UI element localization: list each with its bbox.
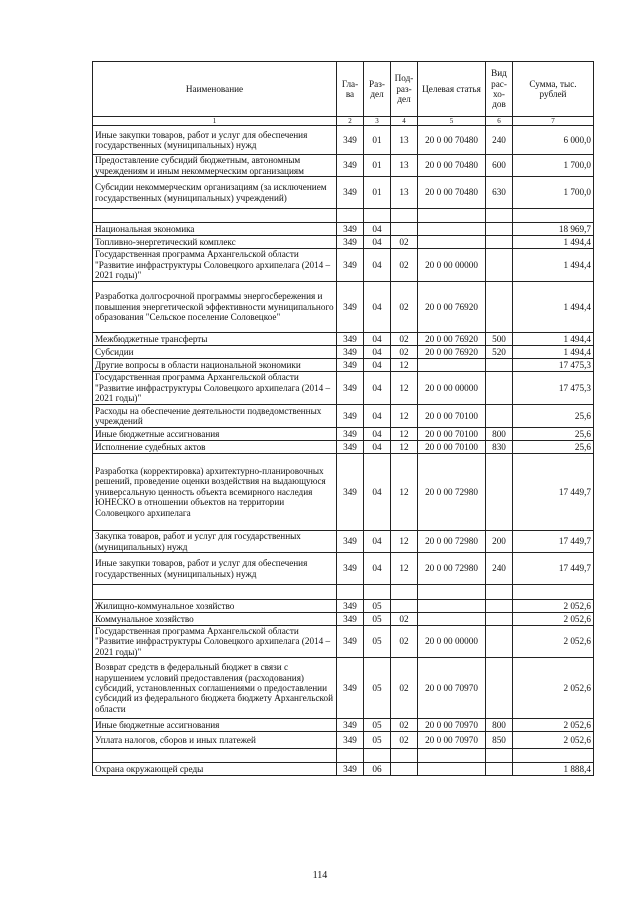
cell-vid: 630 xyxy=(486,177,513,209)
table-row xyxy=(93,553,594,585)
cell-vid xyxy=(486,223,513,236)
table-row xyxy=(93,155,594,177)
cell-summa: 17 449,7 xyxy=(513,454,594,531)
table-row xyxy=(93,126,594,155)
header-name: Наименование xyxy=(93,62,337,117)
cell-name: Жилищно-коммунальное хозяйство xyxy=(93,600,337,613)
cell-tselevaya xyxy=(418,209,486,223)
cell-podrazdel xyxy=(391,600,418,613)
cell-summa: 2 052,6 xyxy=(513,613,594,626)
column-number-row xyxy=(93,117,594,126)
cell-razdel: 01 xyxy=(364,177,391,209)
cell-podrazdel: 02 xyxy=(391,719,418,732)
cell-vid xyxy=(486,658,513,719)
cell-name: Предоставление субсидий бюджетным, автономным учреждениям и иным некоммерческим организациям xyxy=(93,155,337,177)
cell-podrazdel: 02 xyxy=(391,346,418,359)
cell-glava: 349 xyxy=(337,359,364,372)
cell-podrazdel: 12 xyxy=(391,441,418,454)
cell-razdel: 04 xyxy=(364,405,391,428)
cell-razdel: 04 xyxy=(364,346,391,359)
cell-podrazdel: 12 xyxy=(391,405,418,428)
cell-razdel: 05 xyxy=(364,732,391,749)
cell-vid xyxy=(486,626,513,658)
cell-razdel: 01 xyxy=(364,155,391,177)
cell-summa: 2 052,6 xyxy=(513,719,594,732)
cell-vid xyxy=(486,209,513,223)
cell-name: Уплата налогов, сборов и иных платежей xyxy=(93,732,337,749)
cell-glava: 349 xyxy=(337,531,364,553)
cell-summa: 6 000,0 xyxy=(513,126,594,155)
cell-podrazdel: 12 xyxy=(391,553,418,585)
column-number: 5 xyxy=(418,117,486,126)
spacer-row xyxy=(93,585,594,600)
cell-summa: 1 700,0 xyxy=(513,177,594,209)
cell-summa: 25,6 xyxy=(513,405,594,428)
header-summa: Сумма, тыс. рублей xyxy=(513,62,594,117)
cell-tselevaya: 20 0 00 70100 xyxy=(418,441,486,454)
cell-vid xyxy=(486,585,513,600)
cell-razdel: 04 xyxy=(364,359,391,372)
cell-podrazdel: 02 xyxy=(391,282,418,333)
cell-summa: 18 969,7 xyxy=(513,223,594,236)
cell-summa: 1 494,4 xyxy=(513,333,594,346)
cell-podrazdel xyxy=(391,763,418,776)
cell-podrazdel: 02 xyxy=(391,249,418,282)
table-row xyxy=(93,223,594,236)
header-row xyxy=(93,62,594,117)
cell-tselevaya: 20 0 00 76920 xyxy=(418,333,486,346)
header-razdel: Раз-дел xyxy=(364,62,391,117)
cell-tselevaya: 20 0 00 70100 xyxy=(418,405,486,428)
column-number: 6 xyxy=(486,117,513,126)
cell-tselevaya: 20 0 00 72980 xyxy=(418,553,486,585)
cell-tselevaya xyxy=(418,749,486,763)
cell-summa: 25,6 xyxy=(513,428,594,441)
cell-tselevaya xyxy=(418,223,486,236)
cell-podrazdel xyxy=(391,223,418,236)
cell-podrazdel: 12 xyxy=(391,454,418,531)
table-row xyxy=(93,658,594,719)
budget-table xyxy=(92,61,594,776)
cell-podrazdel: 13 xyxy=(391,155,418,177)
cell-summa: 1 494,4 xyxy=(513,282,594,333)
cell-glava: 349 xyxy=(337,236,364,249)
cell-glava: 349 xyxy=(337,626,364,658)
cell-glava xyxy=(337,749,364,763)
cell-razdel xyxy=(364,749,391,763)
table-row xyxy=(93,719,594,732)
cell-glava: 349 xyxy=(337,658,364,719)
table-row xyxy=(93,732,594,749)
table-row xyxy=(93,613,594,626)
cell-podrazdel: 02 xyxy=(391,626,418,658)
cell-vid: 500 xyxy=(486,333,513,346)
cell-glava xyxy=(337,209,364,223)
cell-name: Коммунальное хозяйство xyxy=(93,613,337,626)
cell-summa xyxy=(513,209,594,223)
cell-name: Межбюджетные трансферты xyxy=(93,333,337,346)
cell-podrazdel: 02 xyxy=(391,613,418,626)
cell-vid: 800 xyxy=(486,428,513,441)
cell-glava: 349 xyxy=(337,553,364,585)
cell-vid xyxy=(486,249,513,282)
cell-glava: 349 xyxy=(337,372,364,405)
column-number: 4 xyxy=(391,117,418,126)
cell-name xyxy=(93,209,337,223)
cell-razdel xyxy=(364,585,391,600)
cell-podrazdel: 02 xyxy=(391,658,418,719)
table-row xyxy=(93,359,594,372)
cell-name: Разработка (корректировка) архитектурно-планировочных решений, проведение оценки воздействия на выдающуюся универсальную ценность объекта всемирного наследия ЮНЕСКО в отношении объектов на территории Соловецкого архипелага xyxy=(93,454,337,531)
cell-summa: 17 449,7 xyxy=(513,531,594,553)
cell-glava: 349 xyxy=(337,249,364,282)
cell-tselevaya: 20 0 00 76920 xyxy=(418,282,486,333)
cell-glava: 349 xyxy=(337,732,364,749)
column-number: 7 xyxy=(513,117,594,126)
cell-tselevaya xyxy=(418,585,486,600)
cell-name: Иные закупки товаров, работ и услуг для обеспечения государственных (муниципальных) нужд xyxy=(93,553,337,585)
cell-name: Возврат средств в федеральный бюджет в связи с нарушением условий предоставления (расходования) субсидий, установленных соглашениями о предоставлении субсидий из федерального бюджета бюджету Архангельской области xyxy=(93,658,337,719)
cell-razdel: 04 xyxy=(364,553,391,585)
cell-razdel: 04 xyxy=(364,428,391,441)
cell-vid xyxy=(486,600,513,613)
cell-podrazdel xyxy=(391,585,418,600)
cell-summa: 1 494,4 xyxy=(513,346,594,359)
cell-summa: 1 494,4 xyxy=(513,249,594,282)
cell-podrazdel: 02 xyxy=(391,333,418,346)
cell-glava: 349 xyxy=(337,405,364,428)
cell-podrazdel: 13 xyxy=(391,177,418,209)
table-row xyxy=(93,282,594,333)
cell-glava: 349 xyxy=(337,223,364,236)
table-row xyxy=(93,763,594,776)
cell-razdel: 05 xyxy=(364,719,391,732)
cell-name xyxy=(93,585,337,600)
cell-name: Разработка долгосрочной программы энергосбережения и повышения энергетической эффективности муниципального образования "Сельское поселение Соловецкое" xyxy=(93,282,337,333)
cell-glava: 349 xyxy=(337,613,364,626)
cell-podrazdel: 02 xyxy=(391,236,418,249)
cell-vid xyxy=(486,359,513,372)
cell-razdel: 04 xyxy=(364,333,391,346)
page-number: 114 xyxy=(312,870,328,881)
cell-tselevaya: 20 0 00 70480 xyxy=(418,126,486,155)
cell-razdel: 04 xyxy=(364,441,391,454)
cell-vid xyxy=(486,282,513,333)
column-number: 1 xyxy=(93,117,337,126)
cell-podrazdel: 13 xyxy=(391,126,418,155)
table-row xyxy=(93,333,594,346)
cell-podrazdel: 12 xyxy=(391,531,418,553)
cell-vid xyxy=(486,749,513,763)
table-row xyxy=(93,405,594,428)
cell-razdel: 06 xyxy=(364,763,391,776)
cell-glava: 349 xyxy=(337,282,364,333)
cell-summa: 1 494,4 xyxy=(513,236,594,249)
cell-summa: 2 052,6 xyxy=(513,732,594,749)
cell-name: Закупка товаров, работ и услуг для государственных (муниципальных) нужд xyxy=(93,531,337,553)
cell-name: Исполнение судебных актов xyxy=(93,441,337,454)
cell-name: Национальная экономика xyxy=(93,223,337,236)
cell-razdel: 04 xyxy=(364,531,391,553)
column-number: 3 xyxy=(364,117,391,126)
table-row xyxy=(93,441,594,454)
cell-name: Иные бюджетные ассигнования xyxy=(93,719,337,732)
cell-tselevaya: 20 0 00 00000 xyxy=(418,626,486,658)
table-body xyxy=(93,126,594,776)
cell-summa: 2 052,6 xyxy=(513,600,594,613)
cell-tselevaya: 20 0 00 70480 xyxy=(418,155,486,177)
cell-tselevaya: 20 0 00 70970 xyxy=(418,732,486,749)
cell-razdel: 05 xyxy=(364,626,391,658)
cell-razdel: 04 xyxy=(364,249,391,282)
cell-tselevaya: 20 0 00 00000 xyxy=(418,372,486,405)
cell-summa: 17 475,3 xyxy=(513,359,594,372)
cell-glava: 349 xyxy=(337,428,364,441)
cell-glava: 349 xyxy=(337,155,364,177)
spacer-row xyxy=(93,209,594,223)
table-row xyxy=(93,346,594,359)
cell-tselevaya xyxy=(418,236,486,249)
cell-name: Субсидии некоммерческим организациям (за исключением государственных (муниципальных) учреждений) xyxy=(93,177,337,209)
cell-tselevaya: 20 0 00 72980 xyxy=(418,454,486,531)
header-vid: Вид рас-хо-дов xyxy=(486,62,513,117)
cell-vid: 200 xyxy=(486,531,513,553)
cell-razdel: 04 xyxy=(364,454,391,531)
cell-name: Государственная программа Архангельской области "Развитие инфраструктуры Соловецкого архипелага (2014 – 2021 годы)" xyxy=(93,626,337,658)
cell-tselevaya xyxy=(418,359,486,372)
cell-vid xyxy=(486,236,513,249)
table-row xyxy=(93,600,594,613)
cell-name: Государственная программа Архангельской области "Развитие инфраструктуры Соловецкого архипелага (2014 – 2021 годы)" xyxy=(93,249,337,282)
cell-name: Расходы на обеспечение деятельности подведомственных учреждений xyxy=(93,405,337,428)
table-row xyxy=(93,626,594,658)
cell-tselevaya: 20 0 00 70970 xyxy=(418,658,486,719)
cell-summa: 2 052,6 xyxy=(513,658,594,719)
cell-glava: 349 xyxy=(337,346,364,359)
cell-razdel: 05 xyxy=(364,658,391,719)
table-row xyxy=(93,372,594,405)
header-glava: Гла-ва xyxy=(337,62,364,117)
cell-glava: 349 xyxy=(337,126,364,155)
column-number: 2 xyxy=(337,117,364,126)
table-row xyxy=(93,531,594,553)
cell-summa: 1 700,0 xyxy=(513,155,594,177)
cell-name: Государственная программа Архангельской области "Развитие инфраструктуры Соловецкого архипелага (2014 – 2021 годы)" xyxy=(93,372,337,405)
cell-glava: 349 xyxy=(337,441,364,454)
cell-name: Охрана окружающей среды xyxy=(93,763,337,776)
cell-tselevaya: 20 0 00 70100 xyxy=(418,428,486,441)
cell-podrazdel: 12 xyxy=(391,428,418,441)
cell-vid: 520 xyxy=(486,346,513,359)
cell-name: Топливно-энергетический комплекс xyxy=(93,236,337,249)
cell-razdel: 05 xyxy=(364,613,391,626)
cell-glava: 349 xyxy=(337,177,364,209)
cell-tselevaya: 20 0 00 00000 xyxy=(418,249,486,282)
table-row xyxy=(93,236,594,249)
cell-summa: 2 052,6 xyxy=(513,626,594,658)
cell-glava xyxy=(337,585,364,600)
cell-summa: 17 475,3 xyxy=(513,372,594,405)
cell-vid xyxy=(486,613,513,626)
cell-name: Субсидии xyxy=(93,346,337,359)
cell-name: Другие вопросы в области национальной экономики xyxy=(93,359,337,372)
cell-name xyxy=(93,749,337,763)
cell-glava: 349 xyxy=(337,454,364,531)
cell-vid: 240 xyxy=(486,553,513,585)
cell-vid xyxy=(486,763,513,776)
table-row xyxy=(93,177,594,209)
cell-tselevaya: 20 0 00 70970 xyxy=(418,719,486,732)
spacer-row xyxy=(93,749,594,763)
cell-vid: 600 xyxy=(486,155,513,177)
cell-summa: 25,6 xyxy=(513,441,594,454)
cell-tselevaya: 20 0 00 76920 xyxy=(418,346,486,359)
cell-glava: 349 xyxy=(337,719,364,732)
table-row xyxy=(93,249,594,282)
cell-summa: 17 449,7 xyxy=(513,553,594,585)
cell-tselevaya xyxy=(418,763,486,776)
cell-glava: 349 xyxy=(337,600,364,613)
cell-tselevaya: 20 0 00 72980 xyxy=(418,531,486,553)
cell-razdel: 04 xyxy=(364,236,391,249)
cell-podrazdel: 12 xyxy=(391,359,418,372)
cell-vid: 800 xyxy=(486,719,513,732)
cell-tselevaya xyxy=(418,613,486,626)
cell-name: Иные закупки товаров, работ и услуг для обеспечения государственных (муниципальных) нужд xyxy=(93,126,337,155)
cell-razdel: 04 xyxy=(364,372,391,405)
cell-podrazdel: 02 xyxy=(391,732,418,749)
cell-razdel: 04 xyxy=(364,223,391,236)
cell-vid xyxy=(486,405,513,428)
cell-razdel: 01 xyxy=(364,126,391,155)
cell-summa xyxy=(513,585,594,600)
cell-razdel: 05 xyxy=(364,600,391,613)
cell-summa xyxy=(513,749,594,763)
cell-razdel: 04 xyxy=(364,282,391,333)
cell-vid xyxy=(486,372,513,405)
header-podrazdel: Под-раз-дел xyxy=(391,62,418,117)
cell-vid: 850 xyxy=(486,732,513,749)
cell-vid: 240 xyxy=(486,126,513,155)
cell-podrazdel xyxy=(391,749,418,763)
table-row xyxy=(93,428,594,441)
cell-vid: 830 xyxy=(486,441,513,454)
cell-summa: 1 888,4 xyxy=(513,763,594,776)
cell-razdel xyxy=(364,209,391,223)
cell-vid xyxy=(486,454,513,531)
header-tselevaya: Целевая статья xyxy=(418,62,486,117)
cell-podrazdel: 12 xyxy=(391,372,418,405)
cell-glava: 349 xyxy=(337,763,364,776)
cell-tselevaya: 20 0 00 70480 xyxy=(418,177,486,209)
cell-name: Иные бюджетные ассигнования xyxy=(93,428,337,441)
cell-glava: 349 xyxy=(337,333,364,346)
cell-tselevaya xyxy=(418,600,486,613)
cell-podrazdel xyxy=(391,209,418,223)
table-row xyxy=(93,454,594,531)
